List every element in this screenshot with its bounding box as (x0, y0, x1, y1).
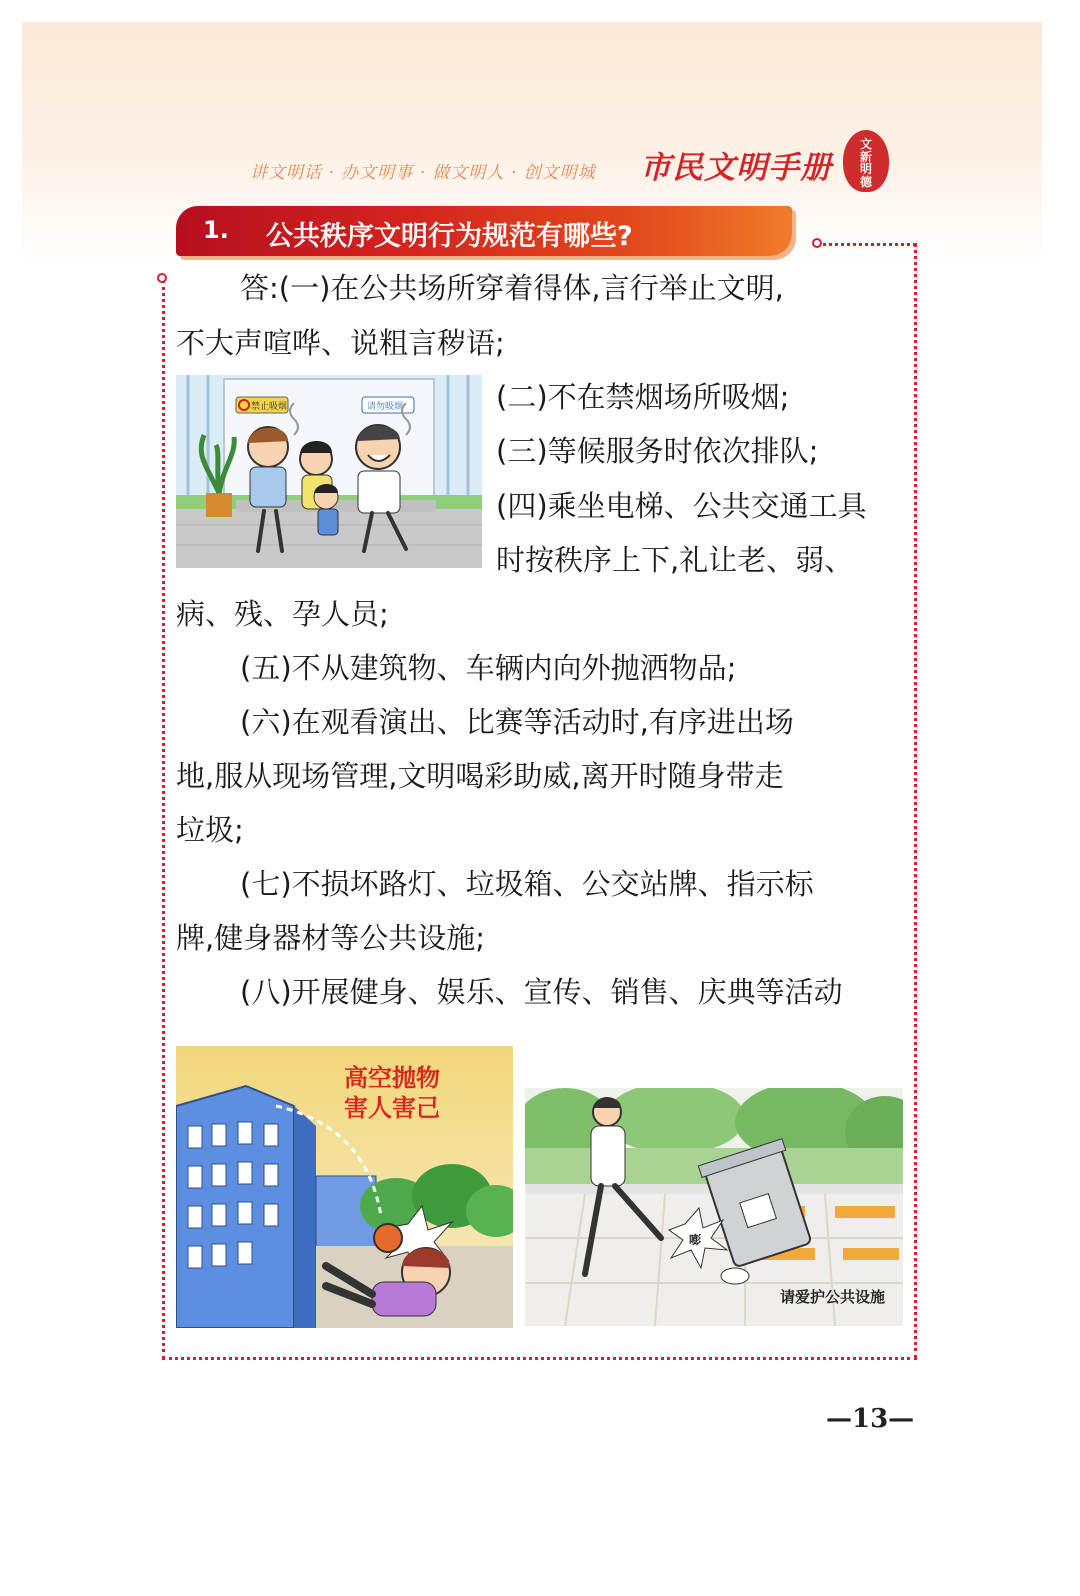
question-title: 公共秩序文明行为规范有哪些? (266, 221, 633, 252)
answer-line-11: 垃圾; (176, 813, 244, 847)
question-number: 1. (203, 216, 229, 244)
answer-line-6: 时按秩序上下,礼让老、弱、 (496, 543, 854, 577)
answer-line-4: (三)等候服务时依次排队; (496, 434, 819, 468)
answer-line-5: (四)乘坐电梯、公共交通工具 (496, 489, 867, 523)
answer-line-14: (八)开展健身、娱乐、宣传、销售、庆典等活动 (240, 975, 843, 1009)
question-banner (176, 206, 792, 256)
falling-object-illustration (176, 1046, 513, 1328)
falling-caption-line-2: 害人害己 (344, 1094, 440, 1122)
answer-line-12: (七)不损坏路灯、垃圾箱、公交站牌、指示标 (240, 867, 814, 901)
page-number: —13— (826, 1404, 915, 1434)
answer-line-13: 牌,健身器材等公共设施; (176, 921, 485, 955)
smoking-waiting-room-illustration (176, 375, 482, 568)
answer-line-1: 答:(一)在公共场所穿着得体,言行举止文明, (240, 271, 784, 305)
answer-line-2: 不大声喧哗、说粗言秽语; (176, 326, 505, 360)
answer-line-7: 病、残、孕人员; (176, 597, 389, 631)
answer-line-8: (五)不从建筑物、车辆内向外抛洒物品; (240, 651, 737, 685)
frame-border-top (818, 243, 916, 246)
book-title: 市民文明手册 (640, 150, 832, 186)
frame-border-left (162, 280, 165, 1359)
impact-sound-text: 嘭 (689, 1233, 702, 1247)
answer-line-3: (二)不在禁烟场所吸烟; (496, 380, 790, 414)
trashcan-damage-illustration (525, 1088, 903, 1326)
answer-line-10: 地,服从现场管理,文明喝彩助威,离开时随身带走 (176, 759, 784, 793)
frame-corner-ring-top (812, 238, 822, 248)
frame-border-right (914, 243, 917, 1359)
frame-corner-ring-left (157, 273, 167, 283)
no-smoking-sign: 禁止吸烟 (251, 402, 288, 412)
falling-caption-line-1: 高空抛物 (344, 1064, 440, 1092)
trashcan-caption: 请爱护公共设施 (780, 1288, 886, 1306)
header-slogan: 讲文明话 · 办文明事 · 做文明人 · 创文明城 (250, 163, 596, 183)
civilization-seal-logo: 文 新 明 德 (843, 130, 889, 192)
answer-line-9: (六)在观看演出、比赛等活动时,有序进出场 (240, 705, 794, 739)
frame-border-bottom (162, 1357, 917, 1360)
please-no-smoking-sign: 请勿吸烟 (367, 402, 404, 412)
